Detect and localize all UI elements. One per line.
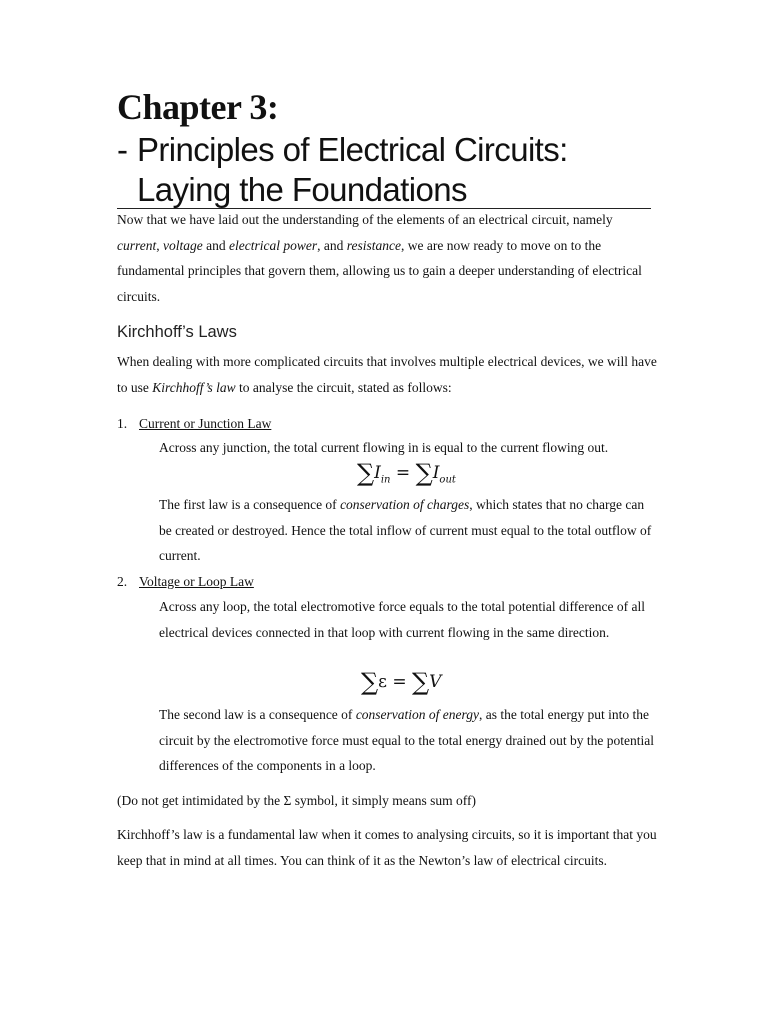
intro-term-current: current: [117, 237, 157, 253]
intro-paragraph: [117, 207, 657, 309]
law-2-statement: Across any loop, the total electromotive force equals to the total potential difference of all electrical devices connected in that loop with current flowing in the same direction.: [159, 599, 645, 640]
epsilon-variable: ε: [378, 672, 387, 692]
law-1-number: 1.: [117, 416, 128, 431]
kirchhoff-intro-text: When dealing with more complicated circuits that involves multiple electrical devices, we will have to use: [117, 354, 657, 395]
intro-text: and: [202, 237, 229, 253]
kirchhoff-intro-text: to analyse the circuit, stated as follows:: [235, 379, 452, 395]
explanation-text: , which states that no charge can be created or destroyed. Hence the total inflow of current must equal to the total outflow of current.: [159, 497, 652, 563]
equation-var-text: I: [432, 463, 440, 483]
law-1-heading: Current or Junction Law: [139, 416, 272, 431]
subtitle-text: Principles of Electrical Circuits: Laying the Foundations: [137, 131, 568, 208]
sigma-symbol: ∑: [361, 668, 379, 696]
kirchhoff-intro-paragraph: [117, 349, 657, 400]
intro-term-voltage: voltage: [163, 237, 203, 253]
explanation-term: conservation of energy: [355, 707, 480, 722]
explanation-term: conservation of charges: [340, 497, 470, 512]
law-2-heading: Voltage or Loop Law: [139, 574, 254, 589]
section-heading: Kirchhoff’s Laws: [117, 323, 237, 341]
intro-term-power: electrical power: [229, 237, 318, 253]
subtitle-dash: -: [117, 131, 128, 168]
intro-text: Now that we have laid out the understanding of the elements of an electrical circuit, namely: [117, 212, 613, 227]
closing-paragraph: Kirchhoff’s law is a fundamental law when it comes to analysing circuits, so it is important that you keep that in mind at all times. You can think of it as the Newton’s law of electrical circuits.: [117, 827, 657, 868]
law-2-number: 2.: [117, 574, 128, 589]
equation-var-text: I: [374, 463, 381, 483]
sigma-symbol: ∑: [415, 459, 433, 487]
voltage-variable: V: [429, 672, 442, 692]
equation-variable: [374, 463, 391, 486]
chapter-heading: Chapter 3:: [117, 87, 279, 127]
intro-text: ,: [156, 237, 163, 253]
equals-sign: =: [392, 672, 407, 692]
explanation-text: The second law is a consequence of: [159, 707, 356, 722]
equation-subscript: out: [439, 474, 456, 486]
law-1-statement: Across any junction, the total current flowing in is equal to the current flowing out.: [159, 440, 609, 455]
sigma-note: (Do not get intimidated by the Σ symbol, it simply means sum off): [117, 793, 476, 808]
sigma-symbol: ∑: [357, 459, 375, 487]
intro-text: , we are now ready to move on to the fundamental principles that govern them, allowing us to gain a deeper understanding of electrical circuits.: [117, 237, 642, 304]
law-2-equation: [361, 670, 441, 694]
equals-sign: =: [395, 463, 411, 483]
law-1-equation: [357, 461, 456, 492]
law-2-explanation: [159, 702, 659, 779]
equation-variable: [432, 463, 456, 486]
intro-text: , and: [317, 237, 347, 253]
chapter-subtitle: [117, 130, 647, 210]
explanation-text: , as the total energy put into the circuit by the electromotive force must equal to the total energy drained out by the potential differences of the components in a loop.: [159, 707, 654, 773]
equation-subscript: in: [380, 474, 391, 486]
sigma-symbol: ∑: [412, 668, 430, 696]
kirchhoff-law-term: Kirchhoff’s law: [152, 379, 236, 395]
law-1-explanation: [159, 492, 659, 569]
explanation-text: The first law is a consequence of: [159, 497, 341, 512]
intro-term-resistance: resistance: [346, 237, 401, 253]
